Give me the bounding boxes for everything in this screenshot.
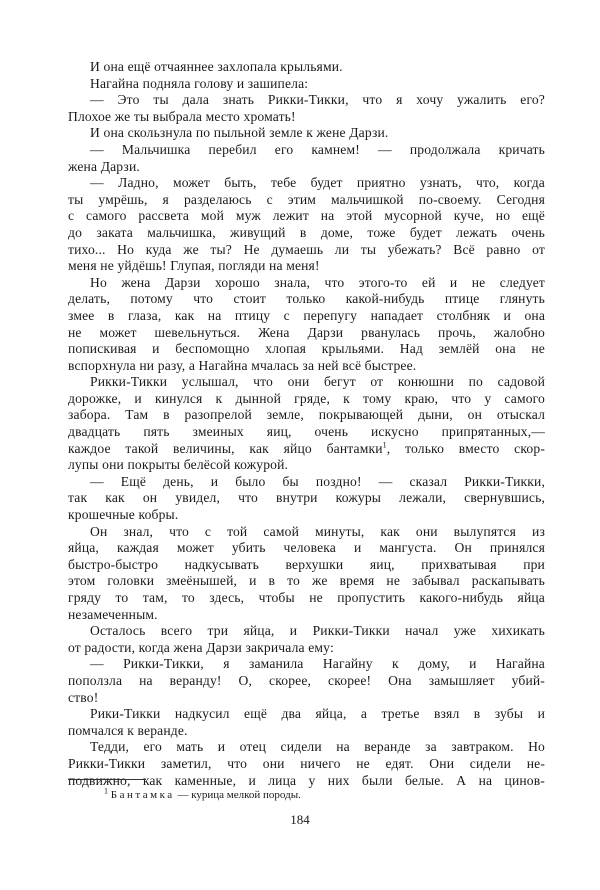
footnote (104, 786, 301, 801)
text-line: ство! (68, 689, 99, 705)
text-line: змее в глаза, как на птицу с перепугу нападает столбняк и она (68, 307, 545, 323)
text-line: Плохое же ты выбрала место хромать! (68, 108, 296, 124)
footnote-ref: 1 (382, 440, 387, 450)
text-line: Он знал, что с той самой минуты, как они вылупятся из (90, 523, 545, 539)
text-line: не может шевельнуться. Жена Дарзи рванулась прочь, жалобно (68, 324, 545, 340)
text-line: Нагайна подняла голову и зашипела: (90, 75, 309, 91)
text-line: так как он увидел, что внутри кожуры лежали, свернувшись, (68, 490, 545, 506)
text-line: И она ещё отчаяннее захлопала крыльями. (90, 59, 343, 74)
footnote-text: — курица мелкой породы. (174, 789, 301, 801)
text-line: — Это ты дала знать Рикки-Тикки, что я хочу ужалить его? (90, 92, 545, 108)
text-line: Тедди, его мать и отец сидели на веранде за завтраком. Но (90, 739, 545, 755)
text-line: яйца, каждая может убить человека и мангуста. Он принялся (68, 540, 545, 556)
text-line: Рикки-Тикки услышал, что они бегут от конюшни по садовой (90, 374, 545, 390)
text-line: подвижно, как каменные, и лица у них были белые. А на цинов- (68, 772, 545, 788)
text-line: поползла на веранду! О, скорее, скорее! Она замышляет убий- (68, 672, 545, 688)
text-line: вспорхнула ни разу, а Нагайна мчалась за ней всё быстрее. (68, 357, 417, 373)
text-line: Но жена Дарзи хорошо знала, что этого-то ей и не следует (90, 274, 545, 290)
text-line: Рикки-Тикки заметил, что они ничего не едят. Они сидели не- (68, 755, 545, 771)
text-line: ты умрёшь, я разделаюсь с этим мальчишкой по-своему. Сегодня (68, 191, 545, 207)
text-line: попискивая и беспомощно хлопая крыльями. Над землёй она не (68, 341, 545, 357)
text-line: двадцать пять змеиных яиц, очень искусно припрятанных,— (68, 424, 545, 440)
footnote-marker: 1 (104, 786, 108, 796)
text-line: забора. Там в разопрелой земле, покрывающей дыни, он отыскал (68, 407, 545, 423)
text-line: — Рикки-Тикки, я заманила Нагайну к дому, и Нагайна (90, 656, 545, 672)
body-text (68, 59, 545, 789)
text-line: этом головки змеёнышей, и в то же время не забывал раскапывать (68, 573, 545, 589)
text-line: Рики-Тикки надкусил ещё два яйца, а третье взял в зубы и (90, 706, 545, 722)
text-line: помчался к веранде. (68, 722, 188, 738)
text-line: — Мальчишка перебил его камнем! — продолжала кричать (90, 141, 545, 157)
text-line: лупы они покрыты белёсой кожурой. (68, 457, 289, 473)
text-line: тихо... Но куда же ты? Не думаешь ли ты убежать? Всё равно от (68, 241, 545, 257)
text-line: незамеченным. (68, 606, 158, 622)
text-line: гряду то там, то здесь, чтобы не пропустить какого-нибудь яйца (68, 590, 545, 605)
text-line: с самого рассвета мой муж лежит на этой мусорной куче, но ещё (68, 208, 545, 224)
text-line: меня не уйдёшь! Глупая, погляди на меня! (68, 258, 320, 274)
text-line: до заката мальчишка, живущий в доме, тоже будет лежать очень (68, 224, 545, 240)
footnote-term: Бантамка (110, 789, 175, 801)
text-line: от радости, когда жена Дарзи закричала ему: (68, 639, 334, 655)
page-number: 184 (290, 812, 310, 827)
text-line: И она скользнула по пыльной земле к жене Дарзи. (90, 125, 389, 141)
text-line: — Ещё день, и было бы поздно! — сказал Рикки-Тикки, (90, 473, 545, 489)
text-line: Осталось всего три яйца, и Рикки-Тикки начал уже хихикать (90, 623, 545, 639)
footnote-divider (68, 779, 146, 780)
text-line: — Ладно, может быть, тебе будет приятно узнать, что, когда (90, 175, 545, 191)
text-line: жена Дарзи. (68, 158, 140, 174)
text-line: дорожке, и кинулся к дынной гряде, к тому краю, что у самого (68, 390, 545, 406)
text-line: каждое такой величины, как яйцо бантамки$^1$, только вместо скор- (68, 440, 546, 456)
text-line: делать, потому что стоит только какой-нибудь птице глянуть (68, 291, 545, 307)
text-line: быстро-быстро надкусывать верхушки яиц, прихватывая при (68, 556, 545, 572)
text-line: крошечные кобры. (68, 507, 179, 523)
